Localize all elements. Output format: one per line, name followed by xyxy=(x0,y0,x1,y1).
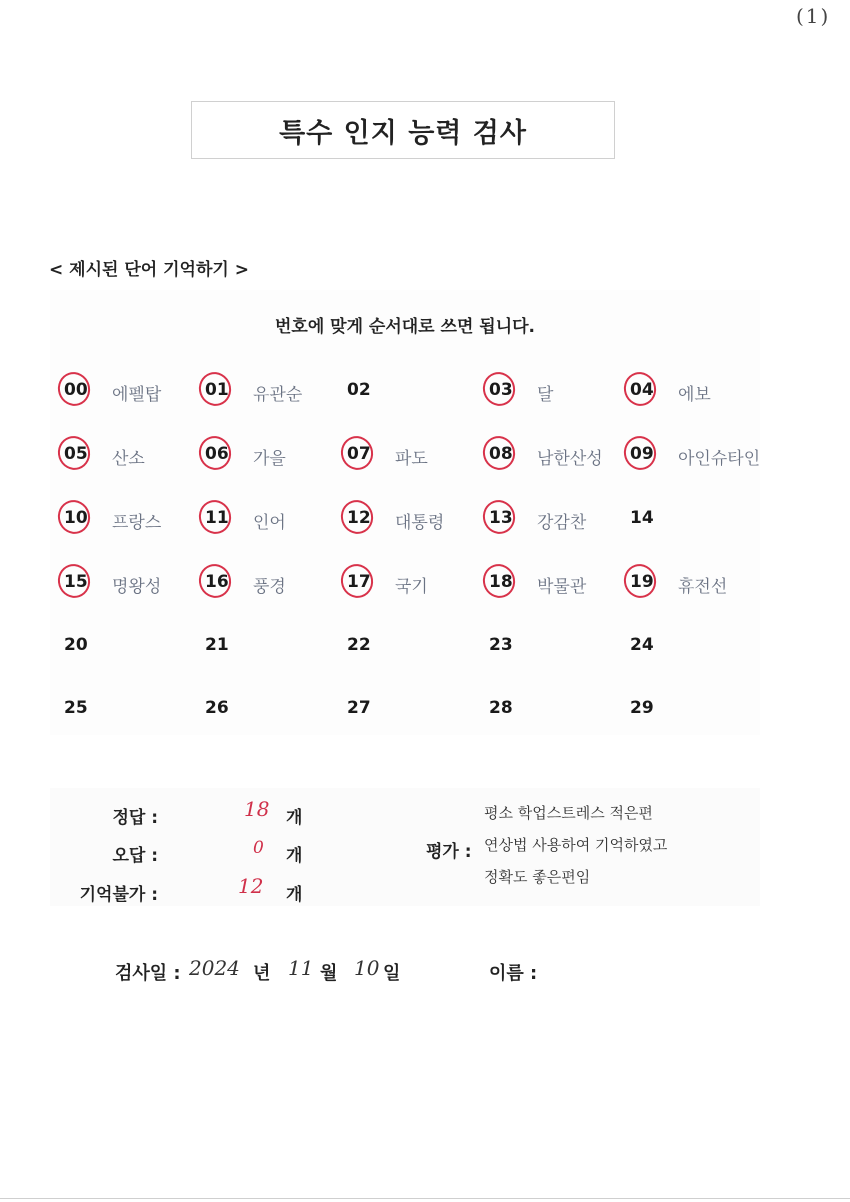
correct-label: 정답 : xyxy=(112,808,158,828)
cell-number: 14 xyxy=(630,508,654,528)
cell-answer: 풍경 xyxy=(253,577,286,597)
exam-date-label: 검사일 : xyxy=(115,963,181,984)
year-unit: 년 xyxy=(253,963,271,984)
unknown-value: 12 xyxy=(238,874,264,898)
cell-number: 06 xyxy=(205,444,229,464)
month-unit: 월 xyxy=(320,963,338,984)
day-unit: 일 xyxy=(383,963,401,984)
cell-number: 25 xyxy=(64,698,88,718)
cell-answer: 강감찬 xyxy=(537,513,587,533)
cell-number: 28 xyxy=(489,698,513,718)
grid-cell xyxy=(622,436,762,476)
grid-cell xyxy=(622,500,762,540)
cell-number: 23 xyxy=(489,635,513,655)
grid-cell xyxy=(339,372,479,412)
cell-answer: 인어 xyxy=(253,513,286,533)
cell-number: 19 xyxy=(630,572,654,592)
grid-cell xyxy=(481,564,621,604)
cell-answer: 가을 xyxy=(253,449,286,469)
cell-number: 09 xyxy=(630,444,654,464)
page-title: 특수 인지 능력 검사 xyxy=(279,117,527,149)
cell-number: 20 xyxy=(64,635,88,655)
cell-number: 15 xyxy=(64,572,88,592)
grid-cell xyxy=(622,564,762,604)
grid-cell xyxy=(197,564,337,604)
cell-answer: 유관순 xyxy=(253,385,303,405)
grid-cell xyxy=(197,627,337,667)
unknown-label: 기억불가 : xyxy=(79,885,158,905)
cell-number: 13 xyxy=(489,508,513,528)
cell-number: 22 xyxy=(347,635,371,655)
name-label: 이름 : xyxy=(489,963,538,984)
evaluation-line: 평소 학업스트레스 적은편 xyxy=(484,804,653,822)
exam-month: 11 xyxy=(288,956,314,980)
grid-cell xyxy=(197,436,337,476)
grid-cell xyxy=(481,436,621,476)
wrong-unit: 개 xyxy=(286,846,303,866)
cell-number: 11 xyxy=(205,508,229,528)
cell-number: 00 xyxy=(64,380,88,400)
cell-number: 18 xyxy=(489,572,513,592)
cell-answer: 아인슈타인 xyxy=(678,449,761,469)
cell-answer: 에보 xyxy=(678,385,711,405)
cell-number: 16 xyxy=(205,572,229,592)
cell-number: 07 xyxy=(347,444,371,464)
grid-cell xyxy=(56,500,196,540)
grid-cell xyxy=(481,500,621,540)
grid-cell xyxy=(481,372,621,412)
page-number: (1) xyxy=(796,4,831,28)
cell-number: 04 xyxy=(630,380,654,400)
cell-answer: 남한산성 xyxy=(537,449,603,469)
grid-cell xyxy=(339,690,479,730)
cell-answer: 대통령 xyxy=(395,513,445,533)
cell-answer: 달 xyxy=(537,385,554,405)
wrong-label: 오답 : xyxy=(112,846,158,866)
grid-cell xyxy=(481,627,621,667)
grid-cell xyxy=(197,372,337,412)
cell-answer: 파도 xyxy=(395,449,428,469)
cell-answer: 명왕성 xyxy=(112,577,162,597)
cell-number: 03 xyxy=(489,380,513,400)
instruction-text: 번호에 맞게 순서대로 쓰면 됩니다. xyxy=(274,317,536,337)
cell-number: 26 xyxy=(205,698,229,718)
grid-cell xyxy=(197,690,337,730)
grid-cell xyxy=(339,627,479,667)
grid-cell xyxy=(622,627,762,667)
grid-cell xyxy=(481,690,621,730)
grid-cell xyxy=(56,372,196,412)
grid-cell xyxy=(56,690,196,730)
grid-cell xyxy=(622,372,762,412)
correct-value: 18 xyxy=(244,797,270,821)
cell-number: 24 xyxy=(630,635,654,655)
cell-number: 12 xyxy=(347,508,371,528)
cell-answer: 에펠탑 xyxy=(112,385,162,405)
section-label: < 제시된 단어 기억하기 > xyxy=(49,260,249,280)
cell-number: 17 xyxy=(347,572,371,592)
cell-number: 01 xyxy=(205,380,229,400)
grid-cell xyxy=(622,690,762,730)
cell-answer: 프랑스 xyxy=(112,513,162,533)
grid-cell xyxy=(339,564,479,604)
cell-answer: 휴전선 xyxy=(678,577,728,597)
exam-day: 10 xyxy=(354,956,380,980)
evaluation-label: 평가 : xyxy=(426,842,472,862)
grid-cell xyxy=(56,436,196,476)
correct-unit: 개 xyxy=(286,808,303,828)
grid-cell xyxy=(56,564,196,604)
evaluation-line: 연상법 사용하여 기억하였고 xyxy=(484,836,668,854)
cell-number: 05 xyxy=(64,444,88,464)
cell-number: 27 xyxy=(347,698,371,718)
cell-number: 02 xyxy=(347,380,371,400)
grid-cell xyxy=(339,436,479,476)
cell-number: 29 xyxy=(630,698,654,718)
grid-cell xyxy=(56,627,196,667)
cell-number: 08 xyxy=(489,444,513,464)
grid-cell xyxy=(339,500,479,540)
cell-number: 10 xyxy=(64,508,88,528)
cell-answer: 국기 xyxy=(395,577,428,597)
unknown-unit: 개 xyxy=(286,885,303,905)
cell-answer: 박물관 xyxy=(537,577,587,597)
cell-number: 21 xyxy=(205,635,229,655)
title-box xyxy=(191,101,615,159)
grid-cell xyxy=(197,500,337,540)
cell-answer: 산소 xyxy=(112,449,145,469)
evaluation-line: 정확도 좋은편임 xyxy=(484,868,591,886)
wrong-value: 0 xyxy=(253,838,264,858)
page-bottom-edge xyxy=(0,1198,850,1199)
exam-year: 2024 xyxy=(189,956,240,980)
